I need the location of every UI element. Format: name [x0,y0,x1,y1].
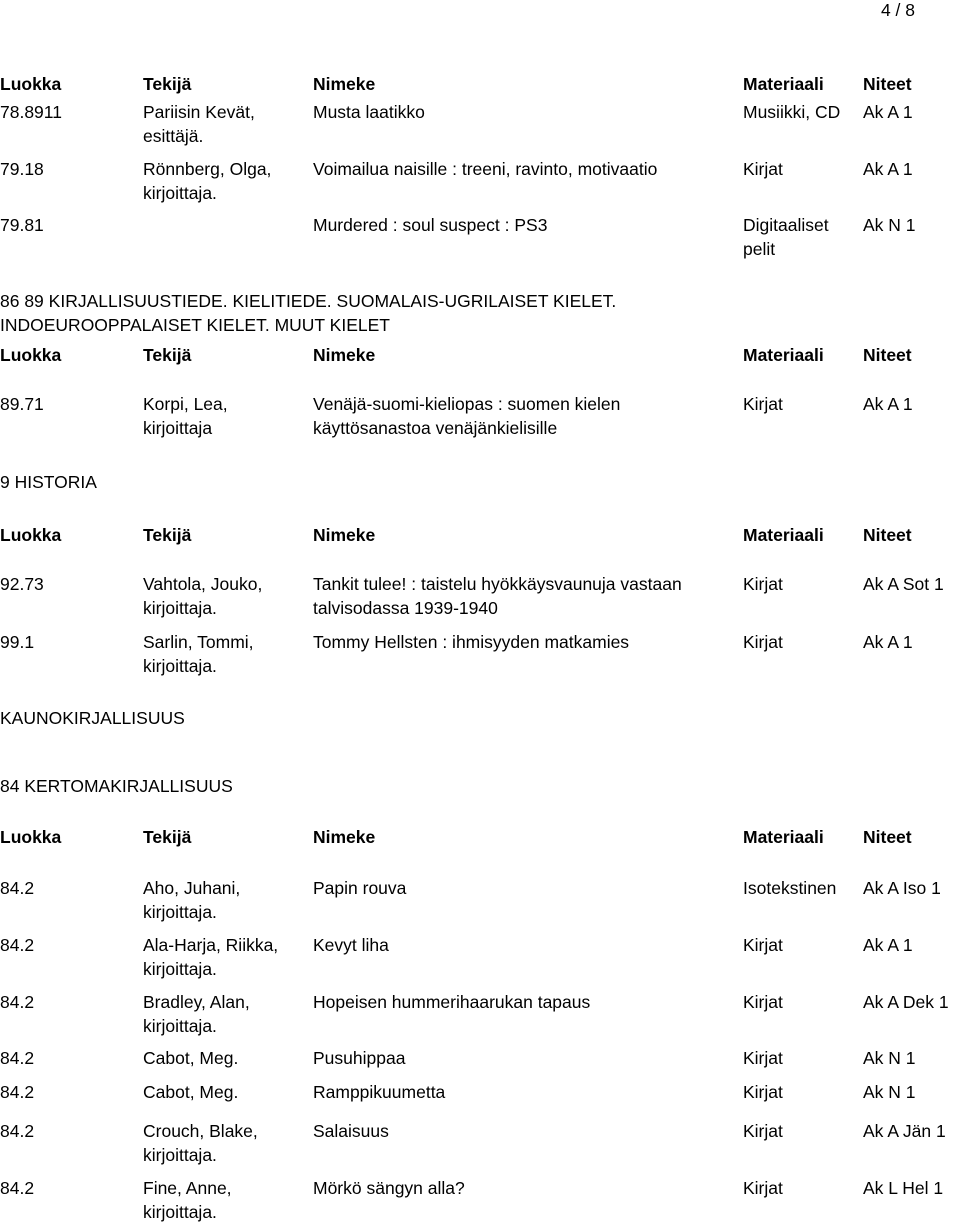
cell-tekija: Korpi, Lea, [143,394,228,414]
cell-nimeke: Voimailua naisille : treeni, ravinto, motivaatio [313,159,658,179]
cell-tekija: Vahtola, Jouko, [143,574,263,594]
cell-tekija: Cabot, Meg. [143,1082,239,1102]
cell-materiaali: Kirjat [743,574,783,594]
cell-materiaali: Kirjat [743,1121,783,1141]
header-nimeke: Nimeke [313,74,376,94]
header-nimeke: Nimeke [313,827,376,847]
cell-tekija-role: kirjoittaja. [143,598,217,618]
cell-materiaali: Kirjat [743,394,783,414]
cell-tekija: Fine, Anne, [143,1178,232,1198]
cell-niteet: Ak A Sot 1 [863,574,944,594]
cell-niteet: Ak A 1 [863,394,913,414]
cell-materiaali: Kirjat [743,1082,783,1102]
cell-niteet: Ak A 1 [863,159,913,179]
cell-nimeke: Kevyt liha [313,935,389,955]
cell-luokka: 89.71 [0,394,44,414]
section-heading-kaunokirjallisuus: KAUNOKIRJALLISUUS [0,708,185,728]
cell-tekija-role: kirjoittaja [143,418,213,438]
cell-nimeke: Pusuhippaa [313,1048,406,1068]
cell-nimeke: Venäjä-suomi-kieliopas : suomen kielen [313,394,621,414]
cell-tekija-role: kirjoittaja. [143,959,217,979]
cell-tekija: Pariisin Kevät, [143,102,255,122]
cell-nimeke: Salaisuus [313,1121,389,1141]
cell-tekija: Ala-Harja, Riikka, [143,935,279,955]
cell-materiaali: Musiikki, CD [743,102,841,122]
cell-luokka: 99.1 [0,632,35,652]
cell-nimeke: Papin rouva [313,878,407,898]
cell-materiaali: Kirjat [743,1178,783,1198]
cell-nimeke: Mörkö sängyn alla? [313,1178,465,1198]
cell-nimeke: Hopeisen hummerihaarukan tapaus [313,992,591,1012]
header-tekija: Tekijä [143,345,192,365]
cell-tekija-role: kirjoittaja. [143,902,217,922]
header-luokka: Luokka [0,74,62,94]
cell-luokka: 84.2 [0,878,35,898]
cell-luokka: 92.73 [0,574,44,594]
cell-nimeke: Tommy Hellsten : ihmisyyden matkamies [313,632,630,652]
cell-luokka: 84.2 [0,1048,35,1068]
cell-niteet: Ak A 1 [863,632,913,652]
cell-niteet: Ak A Iso 1 [863,878,941,898]
cell-tekija-role: kirjoittaja. [143,1145,217,1165]
cell-nimeke: Murdered : soul suspect : PS3 [313,215,548,235]
header-nimeke: Nimeke [313,525,376,545]
cell-luokka: 84.2 [0,1178,35,1198]
cell-niteet: Ak A 1 [863,935,913,955]
cell-nimeke: Tankit tulee! : taistelu hyökkäysvaunuja vastaan [313,574,682,594]
cell-materiaali: Digitaaliset [743,215,829,235]
header-materiaali: Materiaali [743,74,824,94]
header-tekija: Tekijä [143,74,192,94]
cell-nimeke-cont: käyttösanastoa venäjänkielisille [313,418,558,438]
cell-luokka: 79.18 [0,159,44,179]
cell-niteet: Ak A Dek 1 [863,992,949,1012]
table-header [0,825,960,847]
cell-tekija: Bradley, Alan, [143,992,250,1012]
cell-materiaali: Kirjat [743,159,783,179]
header-nimeke: Nimeke [313,345,376,365]
section-heading-84: 84 KERTOMAKIRJALLISUUS [0,776,233,796]
header-luokka: Luokka [0,525,62,545]
section-heading-9: 9 HISTORIA [0,472,97,492]
cell-tekija-role: kirjoittaja. [143,1202,217,1222]
page-number: 4 / 8 [880,0,915,20]
cell-luokka: 84.2 [0,992,35,1012]
header-niteet: Niteet [863,74,912,94]
header-materiaali: Materiaali [743,525,824,545]
cell-materiaali: Kirjat [743,632,783,652]
cell-materiaali: Isotekstinen [743,878,837,898]
cell-niteet: Ak A Jän 1 [863,1121,946,1141]
header-tekija: Tekijä [143,525,192,545]
cell-luokka: 79.81 [0,215,44,235]
cell-luokka: 84.2 [0,935,35,955]
cell-materiaali-cont: pelit [743,239,776,259]
cell-niteet: Ak N 1 [863,215,916,235]
cell-tekija-role: esittäjä. [143,126,204,146]
cell-luokka: 78.8911 [0,102,62,122]
cell-niteet: Ak A 1 [863,102,913,122]
cell-nimeke: Ramppikuumetta [313,1082,446,1102]
header-luokka: Luokka [0,345,62,365]
header-materiaali: Materiaali [743,827,824,847]
table-header [0,523,960,545]
cell-tekija: Crouch, Blake, [143,1121,258,1141]
cell-materiaali: Kirjat [743,1048,783,1068]
cell-tekija: Aho, Juhani, [143,878,241,898]
cell-niteet: Ak N 1 [863,1082,916,1102]
table-header [0,343,960,365]
table-header [0,72,960,94]
cell-tekija: Cabot, Meg. [143,1048,239,1068]
cell-tekija-role: kirjoittaja. [143,183,217,203]
header-tekija: Tekijä [143,827,192,847]
header-materiaali: Materiaali [743,345,824,365]
header-niteet: Niteet [863,525,912,545]
cell-nimeke: Musta laatikko [313,102,425,122]
header-luokka: Luokka [0,827,62,847]
section-heading-86-cont: INDOEUROOPPALAISET KIELET. MUUT KIELET [0,315,390,335]
cell-tekija: Sarlin, Tommi, [143,632,254,652]
cell-nimeke-cont: talvisodassa 1939-1940 [313,598,498,618]
cell-niteet: Ak N 1 [863,1048,916,1068]
section-heading-86: 86 89 KIRJALLISUUSTIEDE. KIELITIEDE. SUOMALAIS-UGRILAISET KIELET. [0,291,617,311]
cell-niteet: Ak L Hel 1 [863,1178,944,1198]
cell-tekija: Rönnberg, Olga, [143,159,272,179]
cell-tekija-role: kirjoittaja. [143,656,217,676]
cell-materiaali: Kirjat [743,992,783,1012]
header-niteet: Niteet [863,827,912,847]
cell-luokka: 84.2 [0,1121,35,1141]
cell-materiaali: Kirjat [743,935,783,955]
header-niteet: Niteet [863,345,912,365]
cell-luokka: 84.2 [0,1082,35,1102]
cell-tekija-role: kirjoittaja. [143,1016,217,1036]
